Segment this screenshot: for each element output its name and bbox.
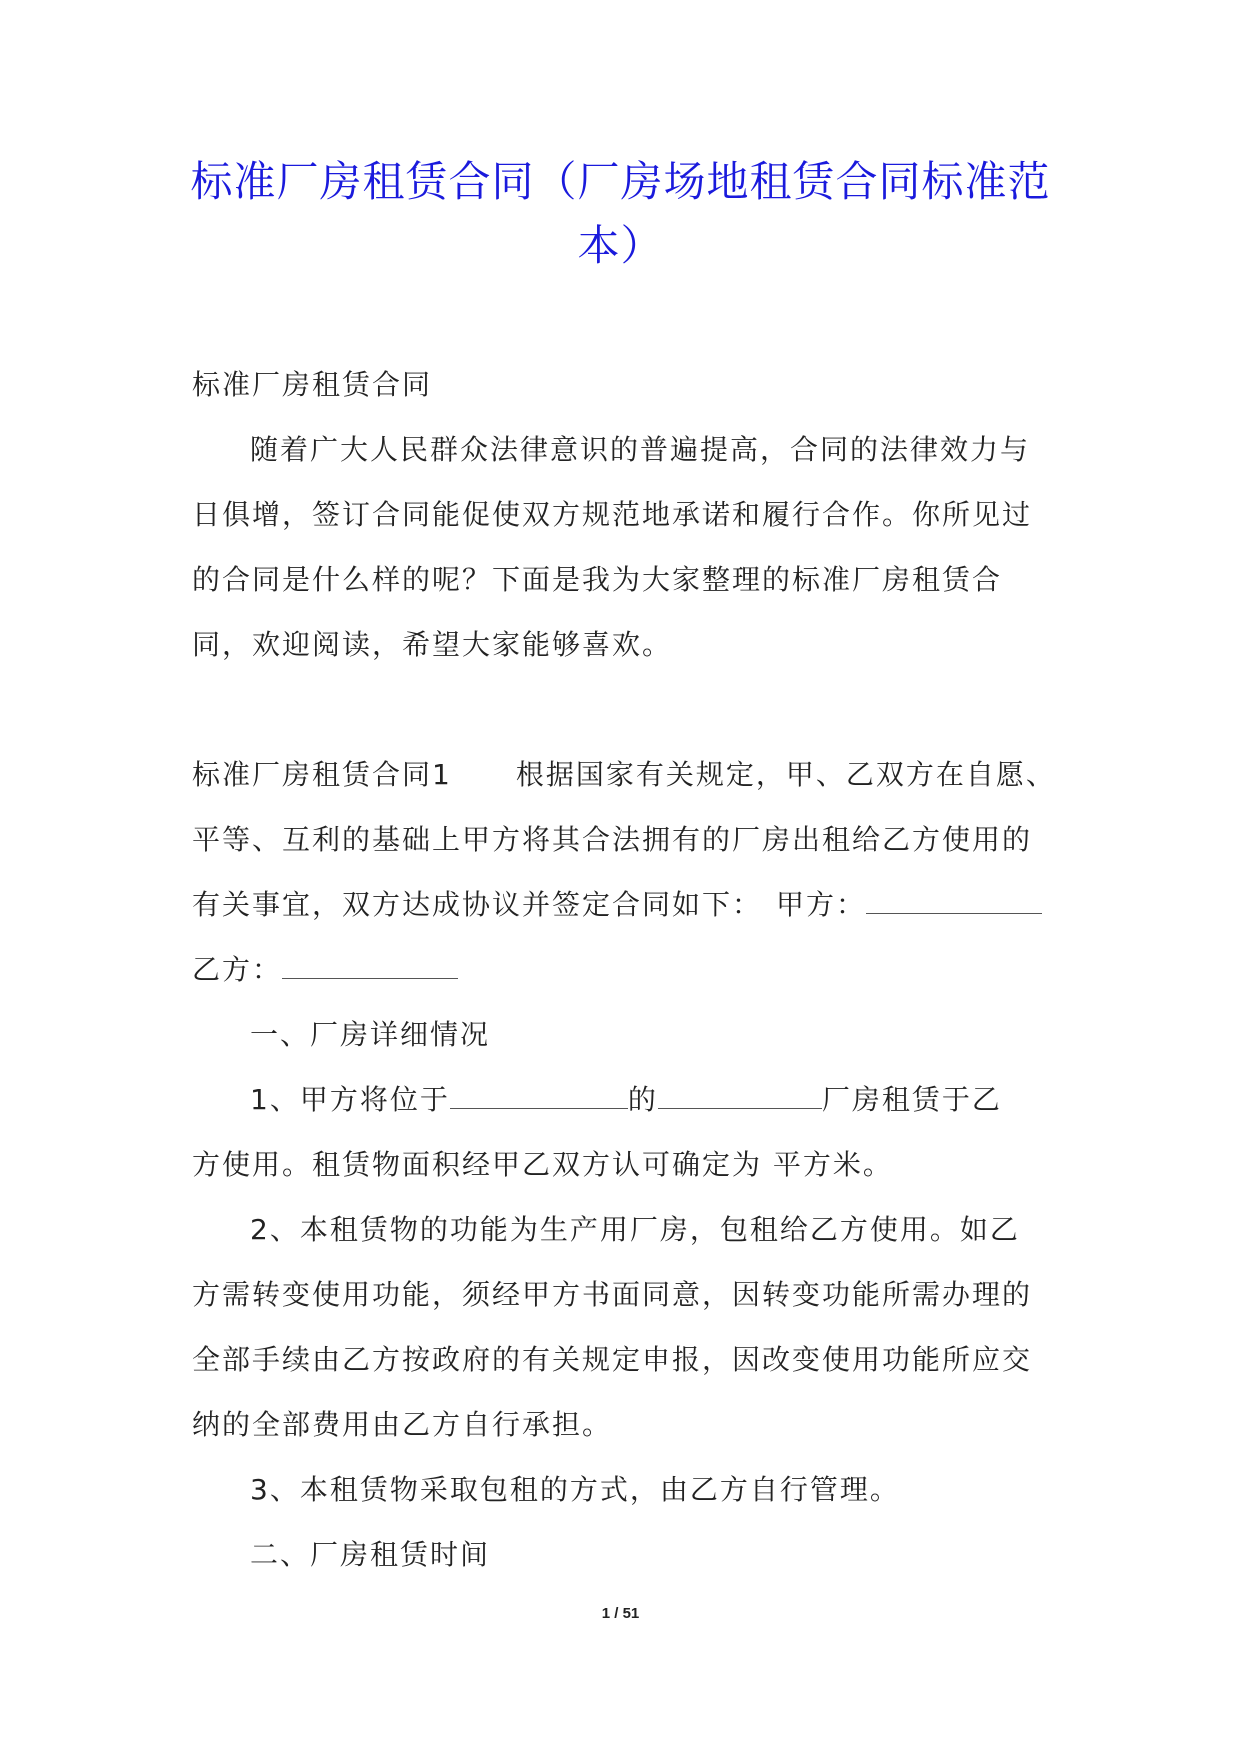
party-a-label: 甲方：: [776, 888, 867, 921]
section-heading: 二、厂房租赁时间: [250, 1538, 491, 1571]
clause-line: 纳的全部费用由乙方自行承担。: [192, 1408, 613, 1441]
preamble-text: 有关事宜，双方达成协议并签定合同如下：: [192, 888, 763, 921]
clause-line: 方需转变使用功能，须经甲方书面同意，因转变功能所需办理的: [192, 1278, 1033, 1311]
intro-line: 的合同是什么样的呢？下面是我为大家整理的标准厂房租赁合: [192, 563, 1003, 596]
page-number: 1 / 51: [601, 1605, 640, 1622]
spacer: [192, 677, 1052, 742]
party-b-label: 乙方：: [192, 953, 283, 986]
contract-heading: 标准厂房租赁合同1: [192, 758, 452, 791]
preamble-line: [192, 872, 1052, 937]
clause-line: 方使用。租赁物面积经甲乙双方认可确定为 平方米。: [192, 1148, 893, 1181]
preamble-line: 平等、互利的基础上甲方将其合法拥有的厂房出租给乙方使用的: [192, 823, 1033, 856]
preamble-line: [192, 937, 1052, 1002]
contract-preamble-line: [192, 742, 1056, 807]
intro-line: 日俱增，签订合同能促使双方规范地承诺和履行合作。你所见过: [192, 498, 1033, 531]
preamble-text: 根据国家有关规定，甲、乙双方在自愿、: [515, 758, 1056, 791]
document-body: [192, 352, 1056, 1587]
section-heading: 一、厂房详细情况: [250, 1018, 491, 1051]
subtitle: 标准厂房租赁合同: [192, 368, 433, 401]
location-blank[interactable]: [450, 1086, 628, 1109]
party-a-blank[interactable]: [866, 891, 1042, 914]
intro-line: 同，欢迎阅读，希望大家能够喜欢。: [192, 628, 673, 661]
clause-line: 2、本租赁物的功能为生产用厂房，包租给乙方使用。如乙: [250, 1213, 1020, 1246]
intro-line: 随着广大人民群众法律意识的普遍提高，合同的法律效力与: [250, 433, 1031, 466]
clause-line: 3、本租赁物采取包租的方式，由乙方自行管理。: [250, 1473, 900, 1506]
factory-name-blank[interactable]: [658, 1086, 822, 1109]
clause-line: 1、甲方将位于 的 厂房租赁于乙: [250, 1083, 1002, 1116]
document-title: 标准厂房租赁合同（厂房场地租赁合同标准范本）: [190, 157, 1051, 270]
clause-line: 全部手续由乙方按政府的有关规定申报，因改变使用功能所应交: [192, 1343, 1033, 1376]
party-b-blank[interactable]: [282, 956, 458, 979]
